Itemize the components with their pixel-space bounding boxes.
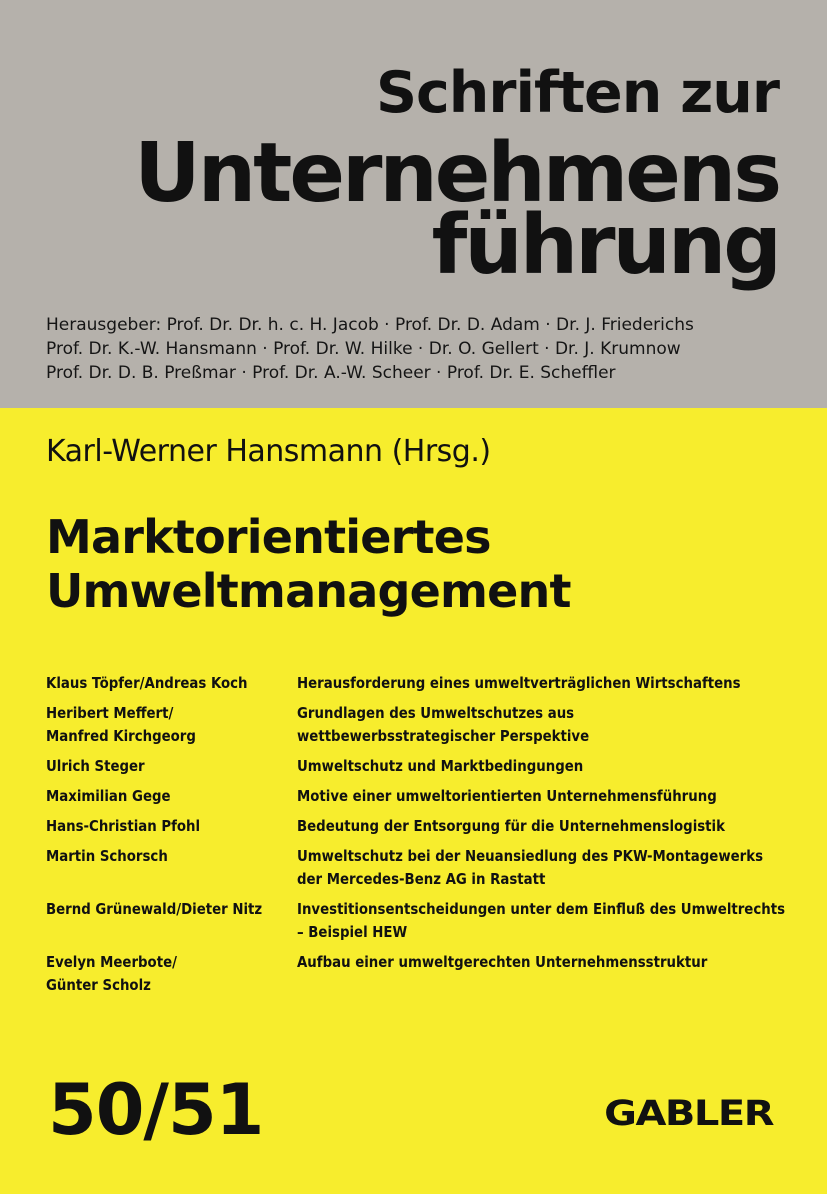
book-title-line-1: Marktorientiertes xyxy=(46,510,491,564)
series-editors-line-1: Herausgeber: Prof. Dr. Dr. h. c. H. Jacob · Prof. Dr. D. Adam · Dr. J. Friederichs xyxy=(46,315,694,335)
contribution-title-line: Herausforderung eines umweltverträglichen Wirtschaftens xyxy=(297,675,741,692)
contribution-title-line: Umweltschutz bei der Neuansiedlung des PKW-Montagewerks xyxy=(297,848,763,865)
contribution-author-line: Evelyn Meerbote/ xyxy=(46,954,177,971)
contribution-title-line: der Mercedes-Benz AG in Rastatt xyxy=(297,871,546,888)
contribution-entry xyxy=(46,845,806,891)
contribution-entry xyxy=(46,815,806,838)
contribution-title xyxy=(297,845,807,891)
contribution-author xyxy=(46,815,297,838)
contribution-author-line: Heribert Meffert/ xyxy=(46,705,174,722)
contribution-author xyxy=(46,845,297,868)
series-editors xyxy=(46,313,791,385)
contribution-author xyxy=(46,702,297,748)
contribution-author xyxy=(46,951,297,997)
book-title-line-2: Umweltmanagement xyxy=(46,564,571,618)
contribution-title-line: – Beispiel HEW xyxy=(297,924,408,941)
contribution-author xyxy=(46,785,297,808)
contribution-author-line: Maximilian Gege xyxy=(46,788,171,805)
contribution-title-line: Motive einer umweltorientierten Unternehmensführung xyxy=(297,788,717,805)
contribution-entry xyxy=(46,785,806,808)
contribution-title-line: Aufbau einer umweltgerechten Unternehmensstruktur xyxy=(297,954,708,971)
volume-number: 50/51 xyxy=(48,1069,264,1151)
series-title-line-1: Schriften zur xyxy=(375,60,779,126)
publisher-logo: GABLER xyxy=(604,1093,773,1134)
contribution-title xyxy=(297,951,807,974)
contribution-author-line: Bernd Grünewald/Dieter Nitz xyxy=(46,901,263,918)
contribution-title-line: Umweltschutz und Marktbedingungen xyxy=(297,758,584,775)
series-editors-line-3: Prof. Dr. D. B. Preßmar · Prof. Dr. A.-W. Scheer · Prof. Dr. E. Scheffler xyxy=(46,363,616,383)
contribution-author-line: Klaus Töpfer/Andreas Koch xyxy=(46,675,248,692)
contribution-author-line: Manfred Kirchgeorg xyxy=(46,728,196,745)
contribution-entry xyxy=(46,702,806,748)
contribution-entry xyxy=(46,672,806,695)
contribution-author xyxy=(46,898,297,921)
contribution-title-line: wettbewerbsstrategischer Perspektive xyxy=(297,728,590,745)
contribution-title-line: Investitionsentscheidungen unter dem Einfluß des Umweltrechts xyxy=(297,901,786,918)
book-editor: Karl-Werner Hansmann (Hrsg.) xyxy=(46,434,491,469)
contribution-entry xyxy=(46,898,806,944)
contribution-title xyxy=(297,785,807,808)
contribution-title xyxy=(297,815,807,838)
contribution-author-line: Ulrich Steger xyxy=(46,758,145,775)
contribution-entry xyxy=(46,755,806,778)
contribution-author xyxy=(46,672,297,695)
contribution-title xyxy=(297,672,807,695)
contribution-entry xyxy=(46,951,806,997)
contribution-title-line: Grundlagen des Umweltschutzes aus xyxy=(297,705,575,722)
contributions-list xyxy=(46,672,806,997)
contribution-title xyxy=(297,898,807,944)
series-title-line-2: Unternehmens xyxy=(134,126,779,221)
contribution-title xyxy=(297,702,807,748)
series-title-line-3: führung xyxy=(431,198,779,293)
contribution-author-line: Hans-Christian Pfohl xyxy=(46,818,201,835)
contribution-author-line: Günter Scholz xyxy=(46,977,151,994)
contribution-author xyxy=(46,755,297,778)
contribution-title-line: Bedeutung der Entsorgung für die Unternehmenslogistik xyxy=(297,818,725,835)
series-editors-line-2: Prof. Dr. K.-W. Hansmann · Prof. Dr. W. Hilke · Dr. O. Gellert · Dr. J. Krumnow xyxy=(46,339,681,359)
book-title xyxy=(46,510,571,618)
contribution-author-line: Martin Schorsch xyxy=(46,848,168,865)
contribution-title xyxy=(297,755,807,778)
